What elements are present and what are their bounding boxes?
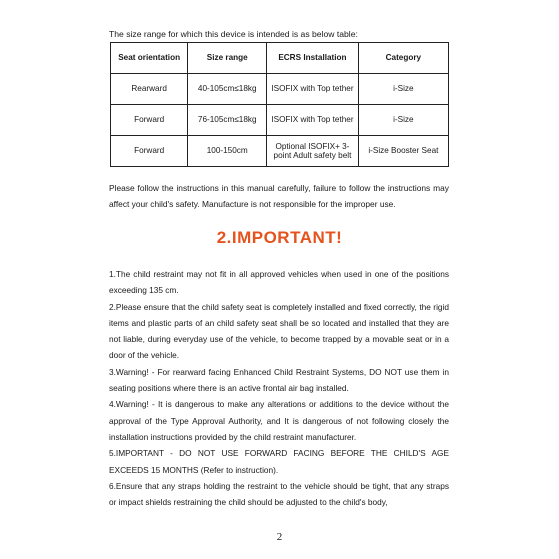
table-cell: ISOFIX with Top tether <box>267 105 359 136</box>
table-cell: Rearward <box>111 74 188 105</box>
list-item: 2.Please ensure that the child safety seat is completely installed and fixed correctly, the rigid items and plastic parts of an child safety seat shall be so located and installed that they are not liable, during everyday use of the vehicle, to become trapped by a movable seat or in a door of the vehicle. <box>109 301 449 361</box>
section-heading: 2.IMPORTANT! <box>216 228 343 247</box>
table-cell: Forward <box>111 105 188 136</box>
table-cell: i-Size <box>358 74 448 105</box>
list-item: 3.Warning! - For rearward facing Enhanced Child Restraint Systems, DO NOT use them in seating positions where there is an active frontal air bag installed. <box>109 366 449 394</box>
table-cell: 40-105cm≤18kg <box>188 74 267 105</box>
table-intro: The size range for which this device is intended is as below table: <box>109 29 358 39</box>
table-row <box>111 74 449 105</box>
header-seat-orientation: Seat orientation <box>111 43 188 74</box>
header-ecrs-installation: ECRS Installation <box>267 43 359 74</box>
table-row <box>111 105 449 136</box>
table-cell: i-Size Booster Seat <box>358 136 448 167</box>
size-range-table <box>110 42 449 167</box>
list-item: 1.The child restraint may not fit in all approved vehicles when used in one of the positions exceeding 135 cm. <box>109 269 449 296</box>
table-cell: Optional ISOFIX+ 3-point Adult safety belt <box>267 136 359 167</box>
table-cell: ISOFIX with Top tether <box>267 74 359 105</box>
header-category: Category <box>358 43 448 74</box>
table-header-row <box>111 43 449 74</box>
list-item: 4.Warning! - It is dangerous to make any alterations or additions to the device without the approval of the Type Approval Authority, and It is dangerous of not following closely the installation instructions provided by the child restraint manufacturer. <box>109 399 449 442</box>
list-item: 6.Ensure that any straps holding the restraint to the vehicle should be tight, that any straps or impact shields restraining the child should be adjusted to the child's body, <box>109 480 449 508</box>
table-cell: 76-105cm≤18kg <box>188 105 267 136</box>
important-list <box>109 266 449 510</box>
header-size-range: Size range <box>188 43 267 74</box>
page-number: 2 <box>276 531 283 543</box>
list-item: 5.IMPORTANT - DO NOT USE FORWARD FACING BEFORE THE CHILD'S AGE EXCEEDS 15 MONTHS (Refer to instruction). <box>109 448 449 475</box>
table-cell: 100-150cm <box>188 136 267 167</box>
table-cell: Forward <box>111 136 188 167</box>
table-cell: i-Size <box>358 105 448 136</box>
table-row <box>111 136 449 167</box>
usage-warning-paragraph: Please follow the instructions in this manual carefully, failure to follow the instructions may affect your child's safety. Manufacture is not responsible for the improper use. <box>109 183 449 209</box>
